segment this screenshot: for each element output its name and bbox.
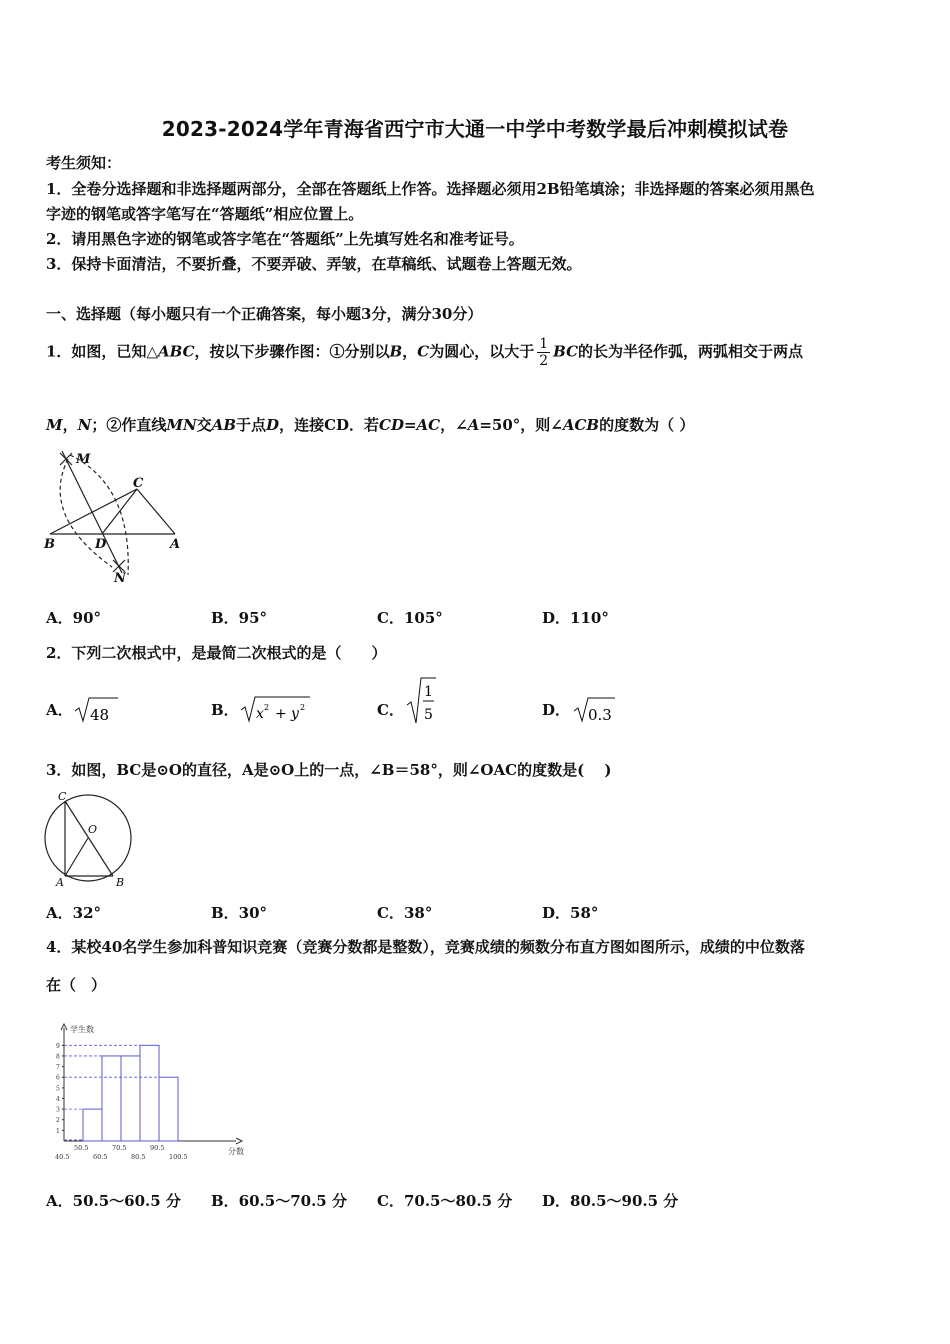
q2-option-d-radical[interactable]	[571, 694, 621, 726]
label-b: B	[116, 876, 125, 889]
histogram-bar	[140, 1045, 159, 1141]
y-tick-label: 8	[56, 1053, 60, 1061]
line-ca	[137, 489, 175, 534]
y-tick-label: 2	[56, 1117, 60, 1125]
q3-option-c[interactable]: C．38°	[377, 904, 433, 922]
q4-option-b[interactable]: B．60.5～70.5 分	[211, 1192, 347, 1210]
y-tick-label: 6	[56, 1074, 60, 1082]
q1-figure	[40, 445, 190, 590]
y-tick-label: 1	[56, 1127, 60, 1135]
q2-option-b-label[interactable]: B．	[211, 701, 239, 719]
label-a: A	[56, 876, 64, 889]
q2-option-a-radical[interactable]	[72, 694, 122, 726]
notice-line-1b: 字迹的钢笔或答字笔写在“答题纸”相应位置上。	[46, 205, 364, 223]
q1-option-b[interactable]: B．95°	[211, 609, 268, 627]
q2-option-c-radical[interactable]	[404, 675, 440, 727]
notice-heading: 考生须知：	[46, 154, 122, 172]
label-b: B	[44, 537, 55, 552]
x-tick-label: 80.5	[131, 1153, 146, 1161]
svg-text:2: 2	[264, 703, 270, 712]
svg-text:+: +	[275, 706, 287, 722]
label-a: A	[170, 537, 181, 552]
histogram-bar	[83, 1109, 102, 1141]
q4-option-c[interactable]: C．70.5～80.5 分	[377, 1192, 513, 1210]
notice-line-3: 3．保持卡面清洁，不要折叠，不要弄破、弄皱，在草稿纸、试题卷上答题无效。	[46, 255, 582, 273]
q3-figure	[40, 788, 140, 890]
notice-line-2: 2．请用黑色字迹的钢笔或答字笔在“答题纸”上先填写姓名和准考证号。	[46, 230, 524, 248]
x-tick-label: 90.5	[150, 1144, 165, 1152]
q4-option-d[interactable]: D．80.5～90.5 分	[542, 1192, 679, 1210]
q1-line-2: M，N；②作直线MN交AB于点D，连接CD．若CD=AC，∠A=50°，则∠ACB的度数为（ ）	[46, 416, 695, 434]
svg-text:y: y	[291, 706, 299, 722]
notice-line-1a: 1．全卷分选择题和非选择题两部分，全部在答题纸上作答。选择题必须用2B铅笔填涂；非选择题的答案必须用黑色	[46, 180, 815, 198]
svg-text:48: 48	[90, 706, 110, 724]
q4-option-a[interactable]: A．50.5～60.5 分	[46, 1192, 181, 1210]
y-tick-label: 5	[56, 1085, 60, 1093]
q2-option-b-radical[interactable]	[238, 692, 318, 726]
x-tick-label: 40.5	[55, 1153, 70, 1161]
label-d: D	[95, 537, 107, 552]
q4-line-1: 4．某校40名学生参加科普知识竞赛（竞赛分数都是整数），竞赛成绩的频数分布直方图如图所示，成绩的中位数落	[46, 938, 805, 956]
svg-text:5: 5	[424, 707, 433, 723]
x-axis-label: 分数	[228, 1147, 244, 1156]
y-tick-label: 3	[56, 1106, 60, 1114]
label-c: C	[58, 790, 67, 803]
fraction-half: $\frac{1}{2}$	[539, 336, 549, 369]
q2-option-a-label[interactable]: A．	[46, 701, 73, 719]
histogram-bar	[121, 1056, 140, 1141]
q3-stem: 3．如图，BC是⊙O的直径，A是⊙O上的一点，∠B＝58°，则∠OAC的度数是( )	[46, 761, 612, 779]
q2-option-c-label[interactable]: C．	[377, 701, 404, 719]
label-n: N	[114, 571, 126, 586]
histogram-bar	[102, 1056, 121, 1141]
q2-option-d-label[interactable]: D．	[542, 701, 571, 719]
q3-option-a[interactable]: A．32°	[46, 904, 102, 922]
histogram-bar	[159, 1077, 178, 1141]
svg-text:1: 1	[424, 684, 433, 700]
q4-histogram	[40, 1018, 250, 1168]
q3-option-b[interactable]: B．30°	[211, 904, 268, 922]
q4-line-2: 在（ ）	[46, 976, 107, 994]
label-c: C	[133, 476, 144, 491]
q2-stem: 2．下列二次根式中，是最简二次根式的是（ ）	[46, 644, 387, 662]
x-axis-arrow	[236, 1138, 242, 1144]
x-tick-label: 70.5	[112, 1144, 127, 1152]
x-tick-label: 100.5	[169, 1153, 188, 1161]
svg-text:x: x	[256, 706, 264, 722]
q1-option-c[interactable]: C．105°	[377, 609, 443, 627]
y-tick-label: 9	[56, 1042, 60, 1050]
q1-option-d[interactable]: D．110°	[542, 609, 609, 627]
x-tick-label: 60.5	[93, 1153, 108, 1161]
svg-text:2: 2	[300, 703, 306, 712]
radius-oa	[65, 838, 88, 876]
x-tick-label: 50.5	[74, 1144, 89, 1152]
section-heading: 一、选择题（每小题只有一个正确答案，每小题3分，满分30分）	[46, 305, 483, 323]
svg-text:0.3: 0.3	[588, 706, 612, 724]
line-dc	[102, 489, 137, 534]
label-o: O	[88, 823, 98, 836]
label-m: M	[76, 452, 91, 467]
y-tick-label: 4	[56, 1095, 60, 1103]
line-bc	[50, 489, 137, 534]
q1-line-1: 1．如图，已知△ABC，按以下步骤作图：①分别以B，C为圆心，以大于 $\frac{1}{2}$ BC的长为半径作弧，两弧相交于两点	[46, 336, 804, 369]
y-tick-label: 7	[56, 1064, 60, 1072]
page-title: 2023-2024学年青海省西宁市大通一中学中考数学最后冲刺模拟试卷	[161, 117, 789, 141]
y-axis-label: 学生数	[70, 1025, 94, 1034]
line-mn	[62, 451, 122, 573]
q3-option-d[interactable]: D．58°	[542, 904, 599, 922]
q1-option-a[interactable]: A．90°	[46, 609, 102, 627]
